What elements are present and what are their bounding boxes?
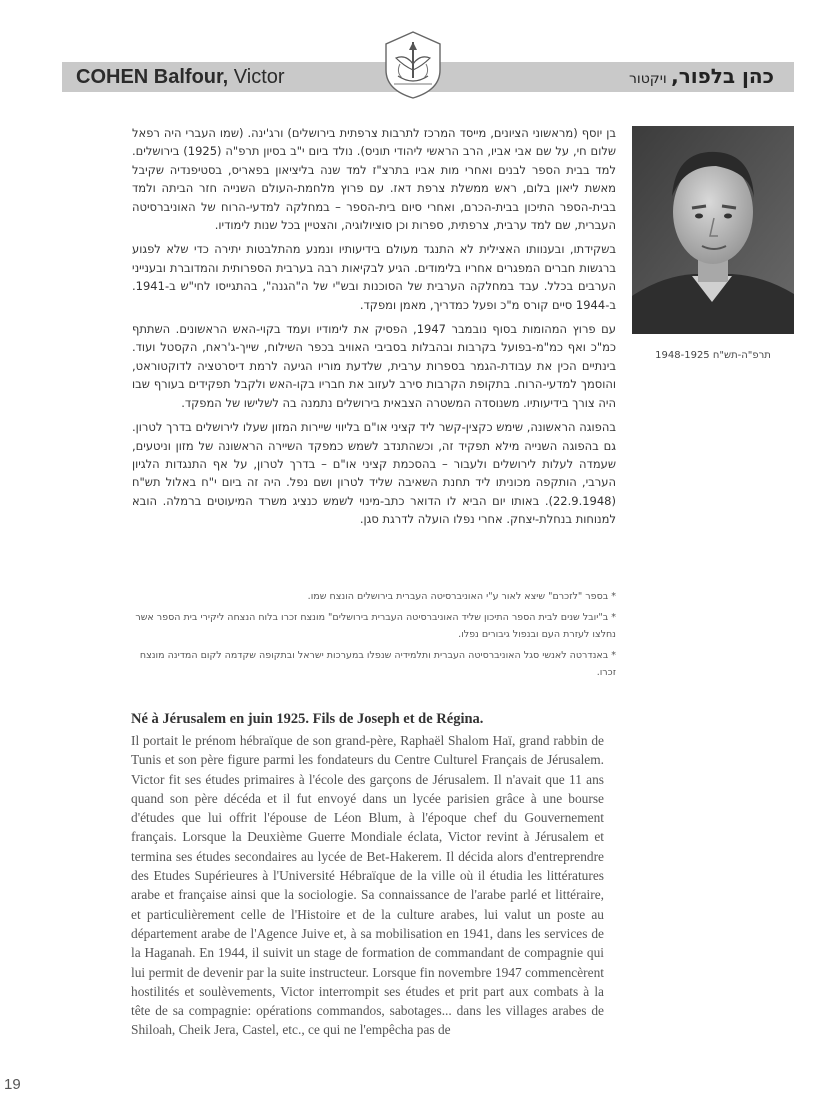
hebrew-paragraph: בהפוגה הראשונה, שימש כקצין-קשר ליד קציני או"ם בליווי שיירות המזון שעלו לירושלים בדרך לטרון. גם בהפוגה השנייה מילא תפקיד זה, וכשהתנדב לשמש כמפקד השיירה הראשונה של מזון וניטעים, שעמדה לעלות לירושלים ולעבור – בהסכמת קציני או"ם – בדרך לטרון, על אף התנגדות הלגיון הערבי, הותקפה מכוניתו ליד תחנת השאיבה שליד לטרון ושם נפל. היה זה ביום י"ח באלול תש"ח (22.9.1948). באותו יום הביא לו הדואר כתב-מינוי לשמש כנציג משרד המיעוטים ברמלה. הובא למנוחות בנחלת-יצחק. אחרי נפלו הועלה לדרגת סגן. — [132, 420, 616, 527]
footnote: * ב"יובל שנים לבית הספר התיכון שליד האוניברסיטה העברית בירושלים" מונצח זכרו בלוח הנצחה ליקירי בית הספר אשר נחלצו לעזרת העם ובנפול גיבורים נפלו. — [135, 612, 616, 640]
name-latin — [76, 66, 285, 89]
name-hebrew — [629, 64, 774, 88]
surname-latin: COHEN Balfour, — [76, 66, 229, 88]
hebrew-footnotes — [130, 588, 616, 685]
french-biography: Il portait le prénom hébraïque de son grand-père, Raphaël Shalom Haï, grand rabbin de Tunis et son père figure parmi les fondateurs du Centre Culturel Français de Jérusalem. Victor fit ses études primaires à l'école des garçons de Jérusalem. Il n'avait que 11 ans quand son père décéda et il fut envoyé dans un lycée parisien grâce à une bourse d'études que lui offrit l'épouse de Léon Blum, à l'époque chef du Gouvernement français. Lorsque la Deuxième Guerre Mondiale éclata, Victor revint à Jérusalem et termina ses études secondaires au lycée de Bet-Hakerem. Il décida alors d'entreprendre des Etudes Supérieures à l'Université Hébraïque de la ville où il étudia les littératures arabe et française ainsi que la sociologie. Sa connaissance de l'arabe parlé et littéraire, et particulièrement celle de l'Histoire et de la culture arabes, lui valut un poste au département arabe de l'Agence Juive et, à sa mobilisation en 1941, dans les services de la Haganah. En 1944, il suivit un stage de formation de commandant de compagnie qui lui permit de devenir par la suite instructeur. Lorsque fin novembre 1947 commencèrent hostilités et soulèvements, Victor interrompit ses études et prit part aux combats à la tête de sa compagnie: opérations commandos, sabotages... dans les villages arabes de Shiloah, Cheik Jera, Castel, etc., ce qui ne l'empêcha pas de — [131, 733, 604, 1038]
page-number: 19 — [4, 1076, 21, 1093]
given-name-hebrew: ויקטור — [629, 71, 672, 87]
hebrew-paragraph: בן יוסף (מראשוני הציונים, מייסד המרכז לתרבות צרפתית בירושלים) ורג'ינה. (שמו העברי היה רפאל שלום חי, על שם אבי אביו, הרב הראשי ליהודי תוניס). נולד ביום י"ב בסיון תרפ"ה (1925) בירושלים. למד בבית הספר לבנים ואחרי מות אביו בתרצ"ז למד שנה בליציאון בפאריס, בסטיפנדיה שקיבל מאשת ליאון בלום, ראש ממשלת צרפת דאז. עם פרוץ מלחמת-העולם השנייה חזר הביתה ולמד בבית-הספר התיכון בבית-הכרם, ואחרי סיום בית-הספר – במחלקה למדעי-הרוח של האוניברסיטה העברית, שם למד ערבית, צרפתית, ספרות וכן סוציולוגיה, והצטיין בכל שנות לימודיו. — [132, 126, 617, 233]
footnote: * בספר "לזכרם" שיצא לאור ע"י האוניברסיטה העברית בירושלים הונצח שמו. — [307, 591, 616, 602]
portrait-caption: תרפ"ה-תש"ח 1948-1925 — [655, 350, 771, 361]
hebrew-paragraph: בשקידתו, ובענוותו האצילית לא התנגד מעולם בידיעותיו ונמנע מהתלבטות יתירה כדי שלא לפגוע ברגשות חברים המפגרים אחריו בלימודים. הגיע לבקיאות רבה בערבית הספרותית והמדוברת ובענייני הערבים בכלל. עבד במחלקה הערבית של הסוכנות ובש"י של ה"הגנה", בהתגייסו לחי"ש ב-1941. ב-1944 סיים קורס מ"כ ופעל כמדריך, מאמן ומפקד. — [132, 242, 616, 312]
given-name-latin: Victor — [228, 66, 285, 88]
french-heading: Né à Jérusalem en juin 1925. Fils de Joseph et de Régina. — [131, 711, 484, 727]
portrait-photo — [632, 126, 794, 334]
hebrew-biography — [132, 124, 616, 535]
surname-hebrew: כהן בלפור, — [671, 64, 774, 88]
idf-emblem-icon — [376, 28, 450, 102]
portrait-image — [632, 126, 794, 334]
hebrew-paragraph: עם פרוץ המהומות בסוף נובמבר 1947, הפסיק את לימודיו ועמד בקוי-האש הראשונים. השתתף כמ"כ ואף כמ"מ-בפועל בקרבות ובהבלות בסביבי האוויב בכפר השילוח, שייך-ג'ראח, הקסטל ועוד. בינתיים הכין את עבודת-הגמר בספרות ערבית, שלדעת מוריו הגיעה לרמת דיסרטציה לדוקטוראט, והוסמך למדעי-הרוח. בתקופת הקרבות סירב לעזוב את חבריו בקו-האש ולקבל תפקידים בעורף שבו היה צורך בידיעותיו. משנוסדה המשטרה הצבאית בירושלים נתמנה בה לשלישו של המפקד. — [132, 322, 616, 410]
footnote: * באנדרטה לאנשי סגל האוניברסיטה העברית ותלמידיה שנפלו במערכות ישראל ובתקופה שקדמה לקום המדינה מונצח זכרו. — [139, 650, 616, 678]
